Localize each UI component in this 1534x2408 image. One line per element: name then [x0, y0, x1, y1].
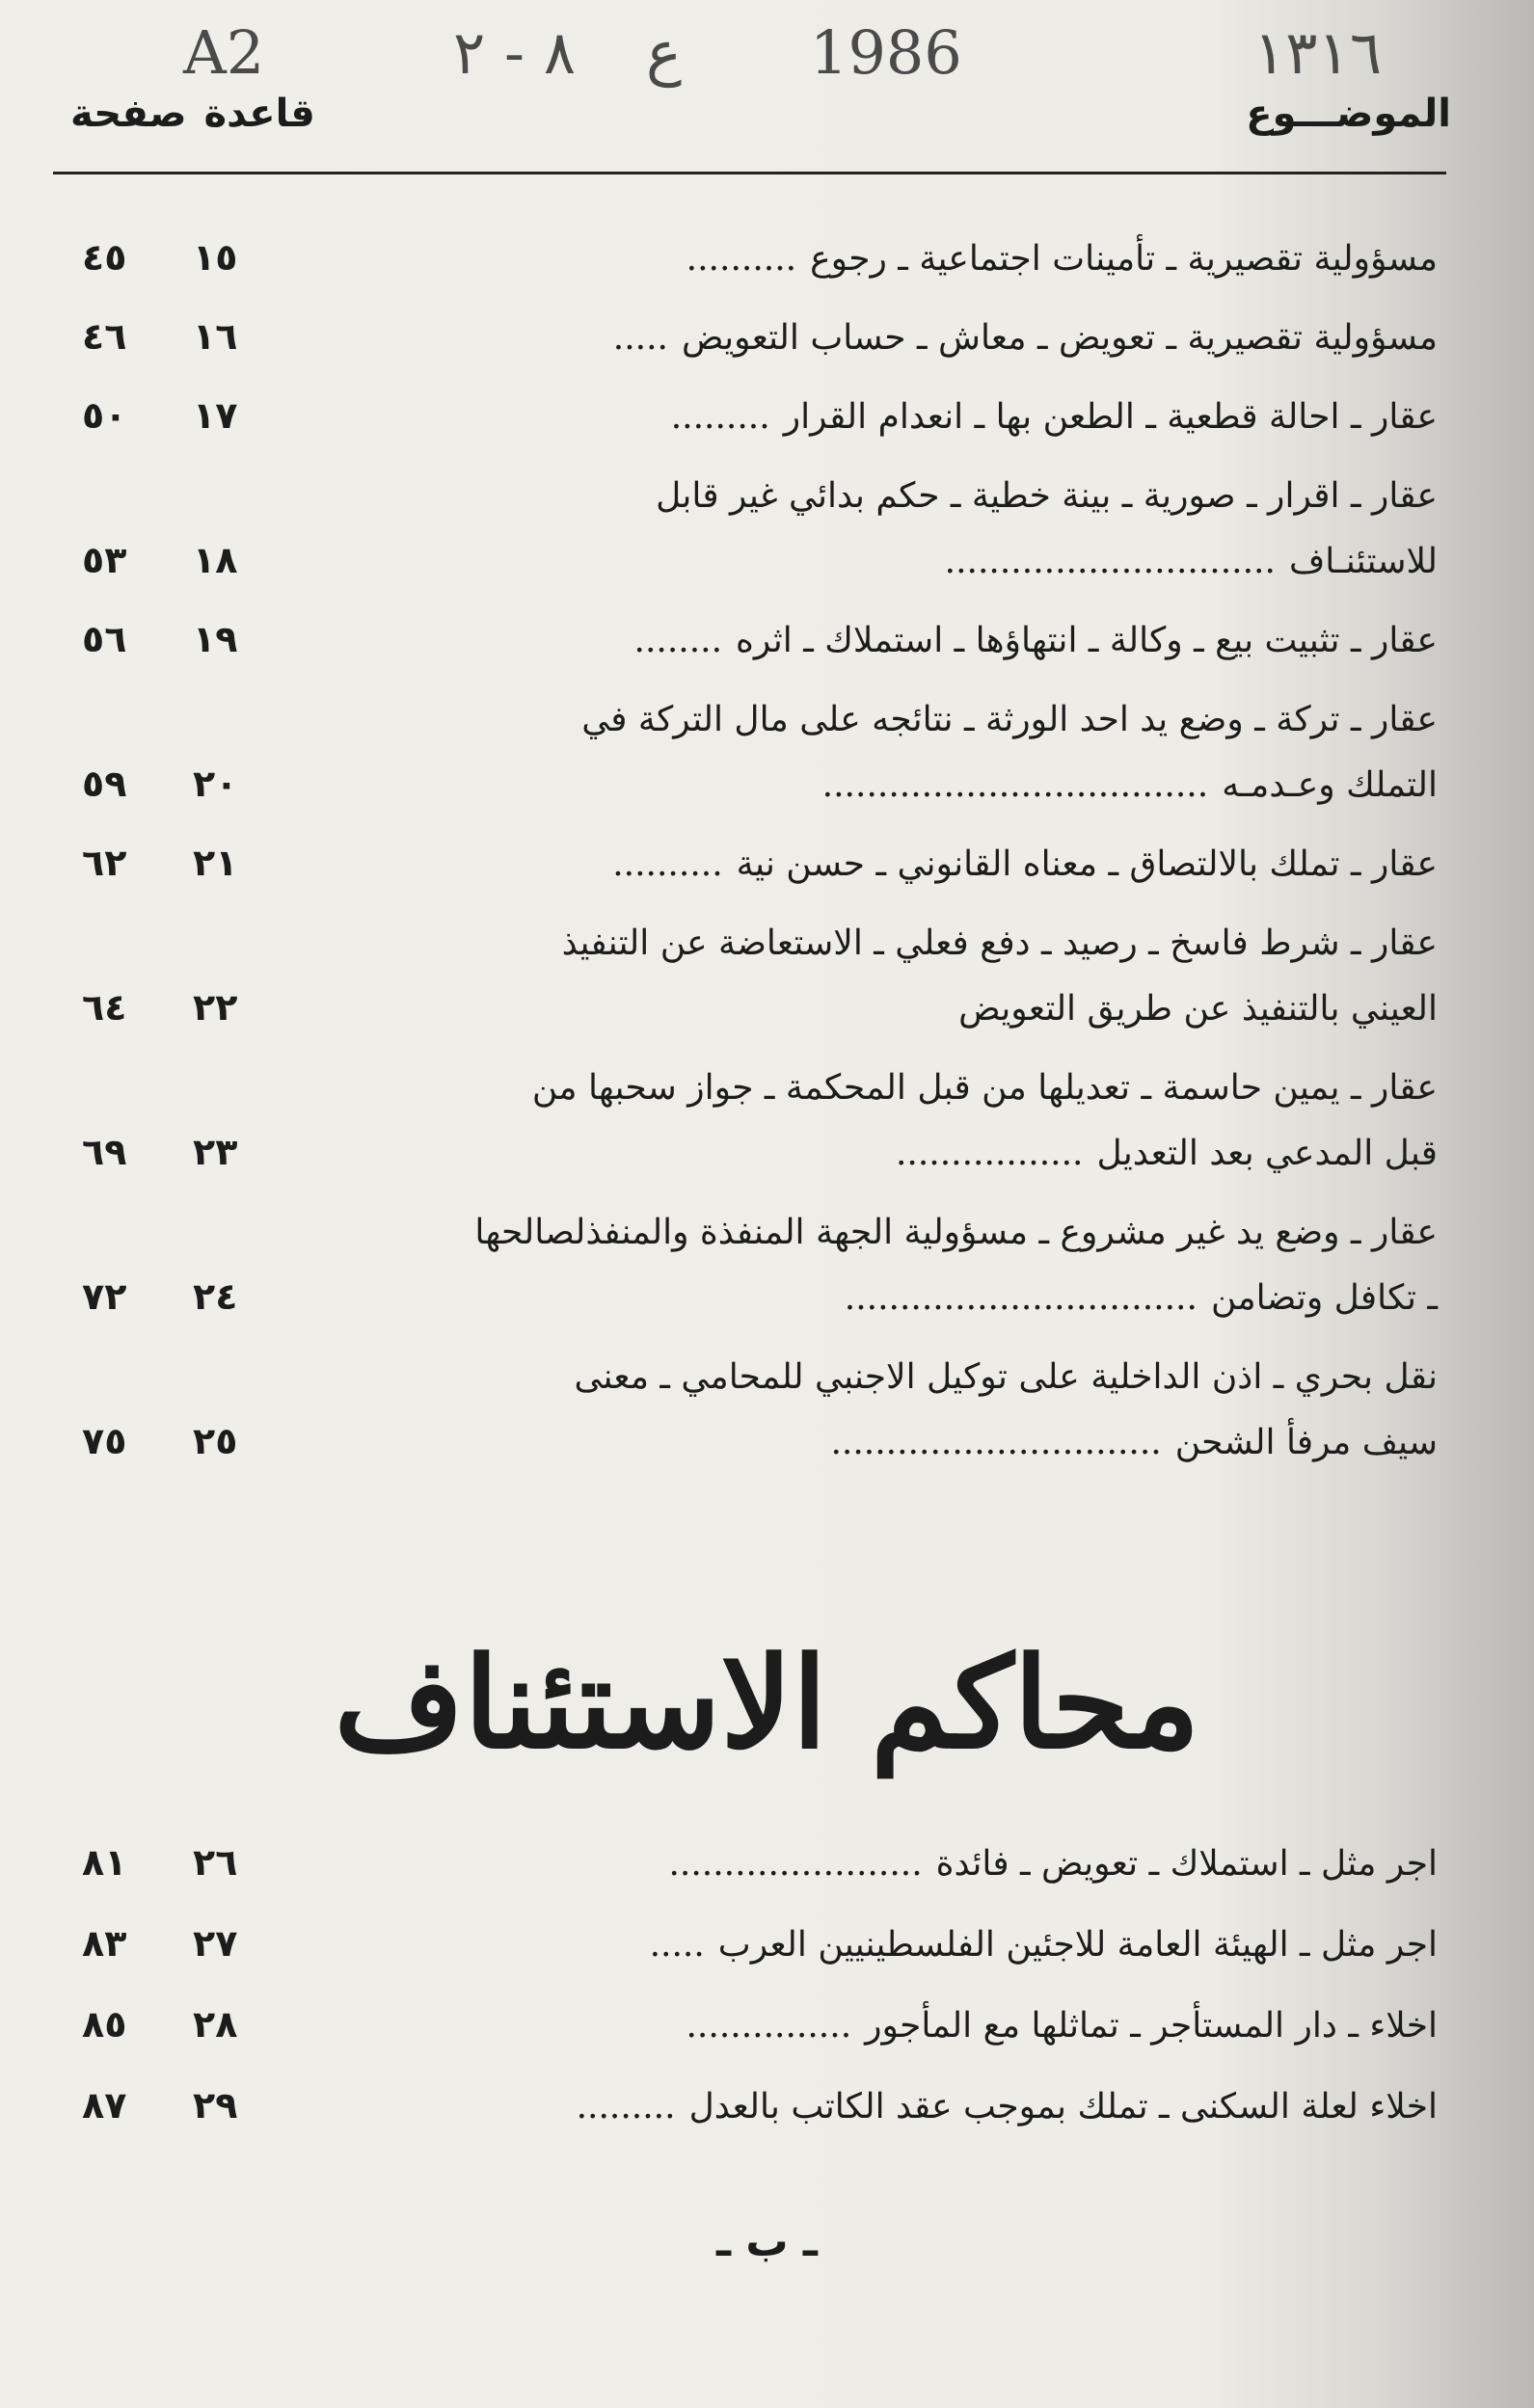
entry-line-text: عقار ـ احالة قطعية ـ الطعن بها ـ انعدام القرار — [783, 397, 1438, 437]
entry-line-text: العيني بالتنفيذ عن طريق التعويض — [958, 989, 1438, 1029]
index-entry — [0, 687, 1534, 832]
entry-line-text: مسؤولية تقصيرية ـ تأمينات اجتماعية ـ رجوع — [810, 239, 1438, 279]
index-entry — [0, 1345, 1534, 1489]
entry-line-text: ـ تكافل وتضامن — [1210, 1278, 1438, 1318]
page-number: ٨١ — [82, 1841, 127, 1884]
entry-line — [329, 1266, 1438, 1331]
entry-line-text: عقار ـ تثبيت بيع ـ وكالة ـ انتهاؤها ـ استملاك ـ اثره — [736, 621, 1438, 660]
entry-line — [329, 2074, 1438, 2140]
leader-dots: ....................... — [668, 1844, 923, 1884]
rule-number: ١٩ — [193, 618, 238, 660]
entry-line — [329, 529, 1438, 595]
leader-dots: ................. — [895, 1134, 1084, 1173]
index-entry — [0, 1993, 1534, 2074]
entry-line-text: اجر مثل ـ الهيئة العامة للاجئين الفلسطينيين العرب — [717, 1925, 1438, 1965]
page-number: ٤٦ — [82, 315, 127, 358]
entry-line-text: اخلاء لعلة السكنى ـ تملك بموجب عقد الكاتب بالعدل — [688, 2087, 1438, 2127]
entry-subject — [329, 1345, 1438, 1476]
entry-line-text: قبل المدعي بعد التعديل — [1096, 1134, 1438, 1173]
rule-column-header: قاعدة — [203, 92, 315, 136]
rule-number: ٢٦ — [193, 1841, 238, 1884]
entry-line — [329, 306, 1438, 371]
rule-number: ٢٥ — [193, 1420, 238, 1462]
entry-subject — [329, 1056, 1438, 1187]
entry-subject — [329, 687, 1438, 818]
section-title: محاكم الاستئناف — [334, 1629, 1200, 1777]
subject-column-header: الموضـــوع — [1246, 92, 1451, 136]
entry-line-text: سيف مرفأ الشحن — [1174, 1423, 1438, 1462]
entry-line-text: عقار ـ تملك بالالتصاق ـ معناه القانوني ـ حسن نية — [736, 844, 1438, 884]
rule-number: ١٨ — [193, 539, 238, 581]
entry-subject — [329, 1993, 1438, 2059]
header-divider — [53, 172, 1446, 174]
page-number: ٥٠ — [82, 394, 127, 437]
page-column-header: صفحة — [70, 92, 187, 136]
entry-line-text: التملك وعـدمـه — [1222, 765, 1438, 805]
entry-subject — [329, 306, 1438, 371]
page-number: ٧٢ — [82, 1275, 127, 1318]
entry-subject — [329, 832, 1438, 897]
index-entry — [0, 2074, 1534, 2155]
entry-line-text: عقار ـ تركة ـ وضع يد احد الورثة ـ نتائجه على مال التركة في — [581, 700, 1438, 739]
entry-line — [329, 1410, 1438, 1476]
entry-subject — [329, 1913, 1438, 1978]
entry-line — [329, 753, 1438, 818]
entry-line — [329, 464, 1438, 529]
rule-number: ١٦ — [193, 315, 238, 358]
page-number: ٤٥ — [82, 236, 127, 279]
entry-line — [329, 911, 1438, 977]
page-number: ٨٧ — [82, 2084, 127, 2127]
rule-number: ١٧ — [193, 394, 238, 437]
table-header — [53, 92, 1451, 159]
entry-subject — [329, 1200, 1438, 1331]
handwritten-note: A2 — [183, 17, 265, 88]
page-footer: ـ ب ـ — [716, 2217, 818, 2266]
rule-number: ٢٧ — [193, 1922, 238, 1965]
entry-line-text: اخلاء ـ دار المستأجر ـ تماثلها مع المأجور — [865, 2006, 1438, 2046]
leader-dots: .......... — [612, 844, 723, 884]
index-entry — [0, 464, 1534, 608]
entry-line — [329, 1832, 1438, 1897]
rule-number: ٢٨ — [193, 2003, 238, 2046]
number-column-headers — [53, 92, 315, 136]
leader-dots: ................................... — [821, 765, 1209, 805]
page-number: ٨٣ — [82, 1922, 127, 1965]
index-entry — [0, 1832, 1534, 1913]
entry-line-text: عقار ـ اقرار ـ صورية ـ بينة خطية ـ حكم بدائي غير قابل — [656, 476, 1438, 516]
index-entry — [0, 1200, 1534, 1345]
page-number: ٨٥ — [82, 2003, 127, 2046]
entry-line — [329, 608, 1438, 674]
rule-number: ٢٩ — [193, 2084, 238, 2127]
entry-line-text: عقار ـ شرط فاسخ ـ رصيد ـ دفع فعلي ـ الاستعاضة عن التنفيذ — [561, 923, 1438, 963]
entry-subject — [329, 1832, 1438, 1897]
entry-line — [329, 1200, 1438, 1266]
rule-number: ٢٣ — [193, 1131, 238, 1173]
index-entry — [0, 1913, 1534, 1993]
index-entry — [0, 227, 1534, 306]
handwritten-note: ٨ - ٢ — [453, 17, 576, 88]
index-entry — [0, 1056, 1534, 1200]
leader-dots: ......... — [670, 397, 770, 437]
rule-number: ٢٤ — [193, 1275, 238, 1318]
entry-subject — [329, 2074, 1438, 2140]
page-number: ٦٢ — [82, 842, 127, 884]
index-entry — [0, 832, 1534, 911]
entry-line-text: مسؤولية تقصيرية ـ تعويض ـ معاش ـ حساب التعويض — [681, 318, 1438, 358]
rule-number: ٢٠ — [193, 763, 238, 805]
entry-subject — [329, 227, 1438, 292]
rule-number: ٢١ — [193, 842, 238, 884]
entry-subject — [329, 385, 1438, 450]
entry-line — [329, 832, 1438, 897]
entry-subject — [329, 911, 1438, 1042]
leader-dots: ......... — [576, 2087, 676, 2127]
handwritten-note: ع — [646, 17, 682, 88]
page-number: ٥٦ — [82, 618, 127, 660]
page-number: ٥٩ — [82, 763, 127, 805]
page-number: ٥٣ — [82, 539, 127, 581]
entry-subject — [329, 608, 1438, 674]
page-number: ٦٩ — [82, 1131, 127, 1173]
handwritten-note: ١٣١٦ — [1253, 17, 1383, 88]
page-number: ٦٤ — [82, 986, 127, 1029]
page-number: ٧٥ — [82, 1420, 127, 1462]
leader-dots: ..... — [612, 318, 668, 358]
entry-line — [329, 1121, 1438, 1187]
index-entry — [0, 911, 1534, 1056]
leader-dots: ............... — [686, 2006, 852, 2046]
leader-dots: ................................ — [844, 1278, 1198, 1318]
leader-dots: ........ — [633, 621, 723, 660]
index-entry — [0, 608, 1534, 687]
entry-line-text: نقل بحري ـ اذن الداخلية على توكيل الاجنبي للمحامي ـ معنى — [574, 1357, 1438, 1397]
leader-dots: ..... — [649, 1925, 705, 1965]
leader-dots: .............................. — [944, 542, 1276, 581]
handwritten-note: 1986 — [810, 17, 962, 88]
leader-dots: .......... — [686, 239, 797, 279]
rule-number: ١٥ — [193, 236, 238, 279]
index-entry — [0, 385, 1534, 464]
index-entry — [0, 306, 1534, 385]
entry-line — [329, 977, 1438, 1042]
entry-line-text: عقار ـ وضع يد غير مشروع ـ مسؤولية الجهة المنفذة والمنفذلصالحها — [474, 1213, 1438, 1252]
entry-line-text: عقار ـ يمين حاسمة ـ تعديلها من قبل المحكمة ـ جواز سحبها من — [531, 1068, 1438, 1108]
entry-subject — [329, 464, 1438, 595]
entry-line — [329, 1913, 1438, 1978]
entry-line-text: اجر مثل ـ استملاك ـ تعويض ـ فائدة — [935, 1844, 1438, 1884]
entry-line — [329, 1345, 1438, 1410]
entry-line — [329, 1993, 1438, 2059]
leader-dots: .............................. — [830, 1423, 1162, 1462]
entry-line — [329, 1056, 1438, 1121]
entry-line — [329, 385, 1438, 450]
entry-line — [329, 687, 1438, 753]
rule-number: ٢٢ — [193, 986, 238, 1029]
entry-line — [329, 227, 1438, 292]
entry-line-text: للاستئنـاف — [1288, 542, 1438, 581]
